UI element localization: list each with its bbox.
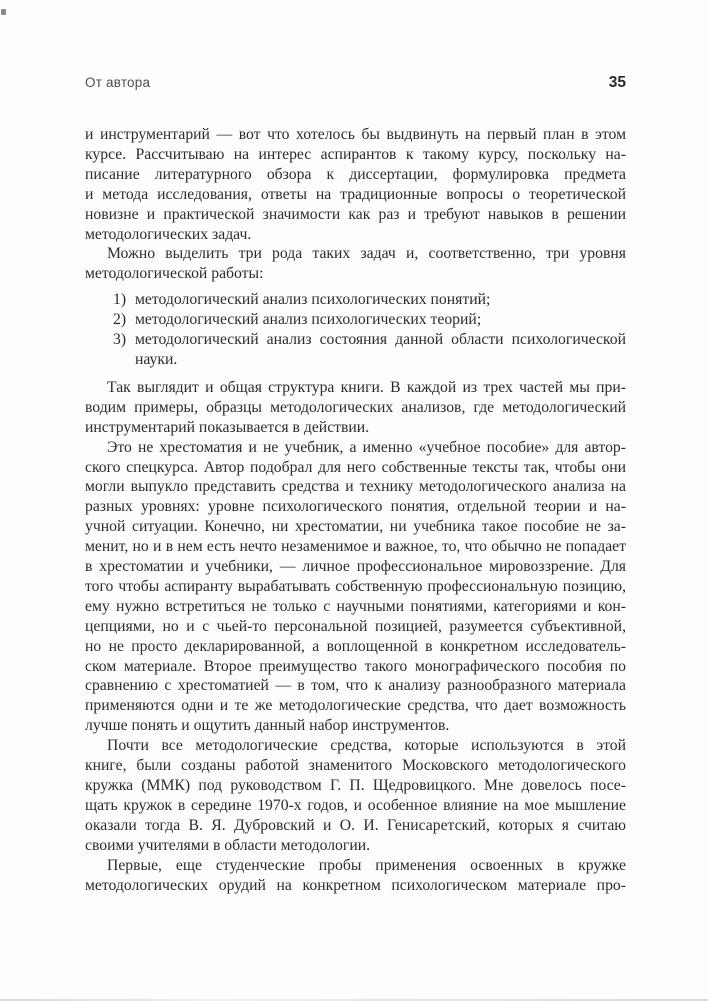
paragraph — [85, 856, 626, 896]
text-line: оказали тогда В. Я. Дубровский и О. И. Генисаретский, которых я считаю — [85, 816, 626, 834]
text-line: лучше понять и ощутить данный набор инструментов. — [85, 717, 450, 735]
text-line: и инструментарий — вот что хотелось бы выдвинуть на первый план в этом — [85, 126, 626, 143]
list-item — [85, 290, 626, 310]
text-line: цепциями, но и с чьей-то персональной позицией, разумеется субъективной, — [85, 617, 626, 635]
paragraph — [85, 736, 626, 855]
paragraph — [85, 438, 626, 737]
text-line: новизне и практической значимости как раз и требуют навыков в решении — [85, 205, 626, 223]
text-line: писание литературного обзора к диссертации, формулировка предмета — [85, 165, 626, 183]
list-item-marker: 2) — [113, 311, 127, 329]
text-line: 2) методологический анализ психологических теорий; — [113, 311, 482, 329]
scan-artifact-speck — [1, 9, 6, 15]
text-body — [85, 125, 626, 895]
list-item — [85, 310, 626, 330]
text-line: ском материале. Второе преимущество такого монографического пособия по — [85, 657, 626, 675]
list-item-marker: 1) — [113, 291, 127, 309]
text-line: инструментарий показывается в действии. — [85, 418, 370, 436]
text-line: методологических орудий на конкретном психологическом материале про- — [85, 876, 626, 894]
list-item — [85, 330, 626, 370]
text-line: того чтобы аспиранту вырабатывать собственную профессиональную позицию, — [85, 577, 626, 595]
numbered-list — [85, 290, 626, 370]
text-line: водим примеры, образцы методологических анализов, где методологический — [85, 398, 626, 416]
text-line: науки. — [135, 350, 178, 368]
text-line: Это не хрестоматия и не учебник, а именно «учебное пособие» для автор- — [107, 438, 626, 456]
text-line: 3) методологический анализ состояния данной области психологической — [113, 331, 626, 349]
text-line: разных уровнях: уровне психологического понятия, отдельной теории и на- — [85, 498, 626, 516]
text-line: кружка (ММК) под руководством Г. П. Щедровицкого. Мне довелось посе- — [85, 777, 626, 794]
running-title: От автора — [85, 75, 151, 90]
text-line: своими учителями в области методологии. — [85, 836, 371, 854]
text-line: применяются одни и те же методологические средства, что дает возможность — [85, 697, 626, 715]
text-line: методологических задач. — [85, 225, 252, 243]
text-line: 1) методологический анализ психологических понятий; — [113, 291, 491, 309]
text-line: ского спецкурса. Автор подобрал для него собственные тексты так, чтобы они — [85, 458, 626, 476]
text-line: могли выпукло представить средства и технику методологического анализа на — [85, 478, 626, 496]
text-line: книге, были созданы работой знаменитого Московского методологического — [85, 757, 626, 775]
page-header — [85, 74, 626, 92]
text-line: Так выглядит и общая структура книги. В каждой из трех частей мы при- — [107, 378, 626, 396]
page-number: 35 — [608, 74, 626, 91]
text-line: ему нужно встретиться не только с научными понятиями, категориями и кон- — [85, 597, 626, 615]
text-line: Почти все методологические средства, которые используются в этой — [107, 737, 626, 755]
text-line: и метода исследования, ответы на традиционные вопросы о теоретической — [85, 185, 626, 203]
text-line: Можно выделить три рода таких задач и, соответственно, три уровня — [107, 245, 626, 263]
paragraph — [85, 378, 626, 438]
text-line: но не просто декларированной, а воплощенной в конкретном исследователь- — [85, 637, 626, 655]
text-line: Первые, еще студенческие пробы применения освоенных в кружке — [107, 856, 626, 874]
text-line: сравнению с хрестоматией — в том, что к анализу разнообразного материала — [85, 677, 626, 695]
text-line: курсе. Рассчитываю на интерес аспирантов к такому курсу, поскольку на- — [85, 145, 626, 163]
text-line: менит, но и в нем есть нечто незаменимое и важное, то, что обычно не попадает — [85, 538, 626, 556]
text-line: в хрестоматии и учебники, — личное профессиональное мировоззрение. Для — [85, 558, 626, 576]
paragraph — [85, 244, 626, 284]
text-column — [85, 74, 626, 895]
paragraph — [85, 125, 626, 244]
text-line: щать кружок в середине 1970-х годов, и особенное влияние на мое мышление — [85, 796, 626, 814]
list-item-marker: 3) — [113, 331, 127, 349]
text-line: методологической работы: — [85, 265, 264, 283]
text-line: учной ситуации. Конечно, ни хрестоматии, ни учебника такое пособие не за- — [85, 518, 626, 536]
